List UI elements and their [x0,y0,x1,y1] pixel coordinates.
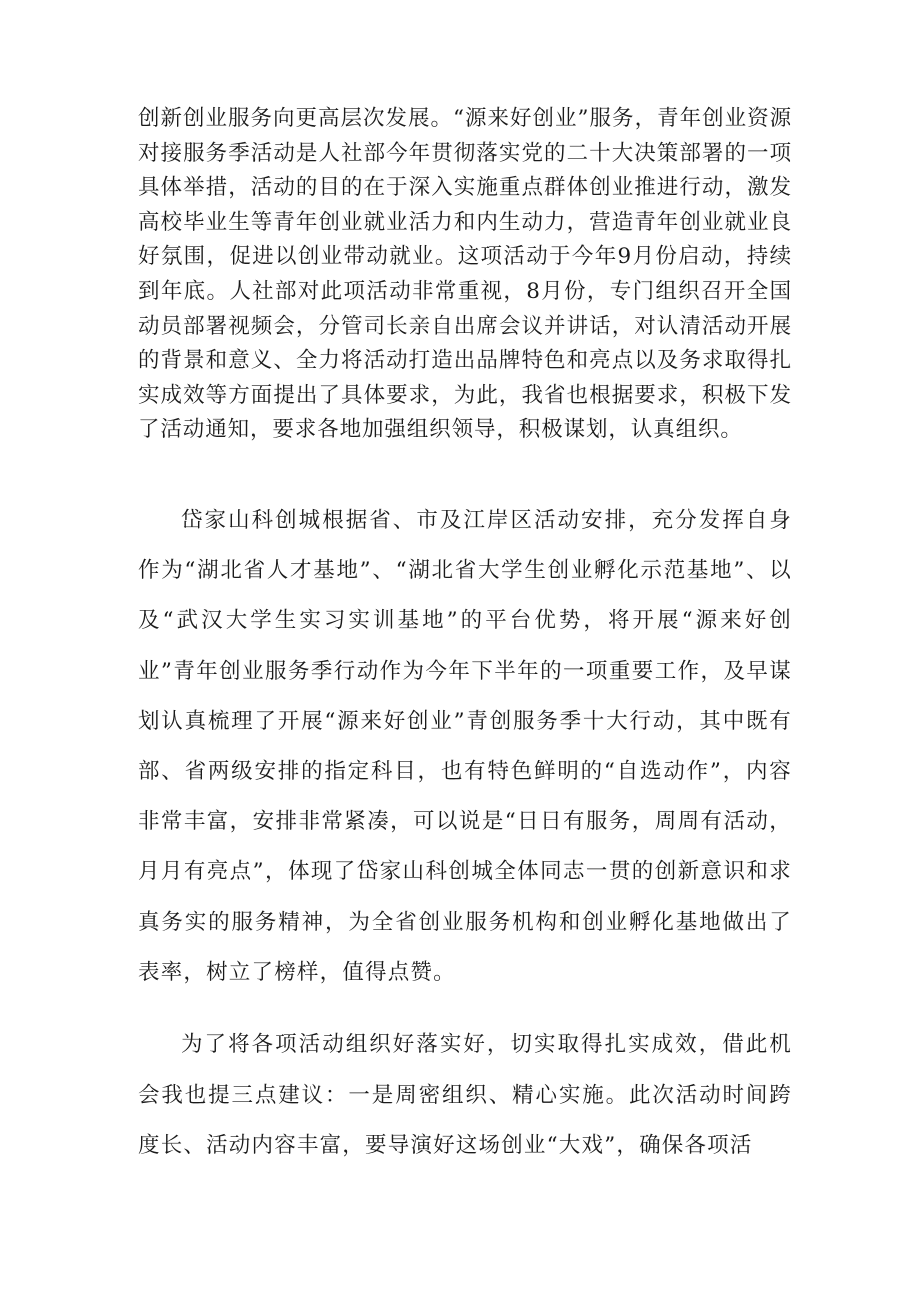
paragraph-2: 岱家山科创城根据省、市及江岸区活动安排，充分发挥自身作为“湖北省人才基地”、“湖北省大学生创业孵化示范基地”、以及“武汉大学生实习实训基地”的平台优势，将开展“源来好创业”青年创业服务季行动作为今年下半年的一项重要工作，及早谋划认真梳理了开展“源来好创业”青创服务季十大行动，其中既有部、省两级安排的指定科目，也有特色鲜明的“自选动作”，内容非常丰富，安排非常紧凑，可以说是“日日有服务，周周有活动，月月有亮点”，体现了岱家山科创城全体同志一贯的创新意识和求真务实的服务精神，为全省创业服务机构和创业孵化基地做出了表率，树立了榜样，值得点赞。 [138,508,792,985]
paragraph-1: 创新创业服务向更高层次发展。“源来好创业”服务，青年创业资源对接服务季活动是人社部今年贯彻落实党的二十大决策部署的一项具体举措，活动的目的在于深入实施重点群体创业推进行动，激发高校毕业生等青年创业就业活力和内生动力，营造青年创业就业良好氛围，促进以创业带动就业。这项活动于今年9月份启动，持续到年底。人社部对此项活动非常重视，8月份，专门组织召开全国动员部署视频会，分管司长亲自出席会议并讲话，对认清活动开展的背景和意义、全力将活动打造出品牌特色和亮点以及务求取得扎实成效等方面提出了具体要求，为此，我省也根据要求，积极下发了活动通知，要求各地加强组织领导，积极谋划，认真组织。 [138,106,792,443]
paragraph-3: 为了将各项活动组织好落实好，切实取得扎实成效，借此机会我也提三点建议：一是周密组织、精心实施。此次活动时间跨度长、活动内容丰富，要导演好这场创业“大戏”，确保各项活 [138,1032,792,1158]
